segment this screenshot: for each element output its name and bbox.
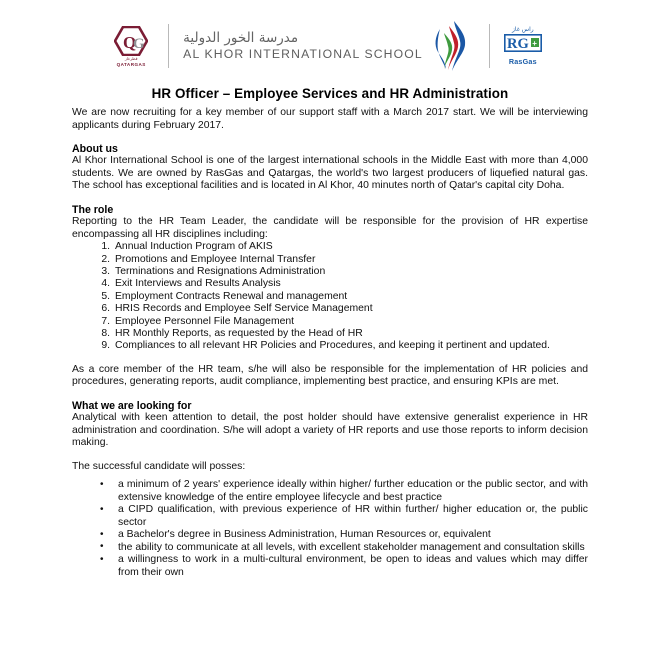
candidate-lead-in: The successful candidate will posses:	[72, 460, 246, 472]
list-item: Employee Personnel File Management	[115, 315, 295, 327]
about-us-paragraph: Al Khor International School is one of the largest international schools in the Middle East with more than 4,000 students. We are owned by RasGas and Qatargas, the world's two largest producers of liquefied natural gas. The school has exceptional facilities and is located in Al Khor, 40 minutes north of Qatar's capital city Doha.	[72, 155, 588, 192]
list-item: Promotions and Employee Internal Transfer	[115, 253, 316, 265]
duties-list	[72, 241, 588, 353]
svg-text:RG: RG	[506, 35, 529, 52]
intro-paragraph: We are now recruiting for a key member of our support staff with a March 2017 start. We will be interviewing applicants during February 2017.	[72, 107, 588, 131]
list-item: Terminations and Resignations Administration	[115, 265, 326, 277]
list-item: Compliances to all relevant HR Policies and Procedures, and keeping it pertinent and updated.	[115, 340, 550, 352]
rasgas-monogram-icon	[504, 34, 542, 57]
qatargas-hexagon-icon	[114, 26, 148, 56]
list-item: Employment Contracts Renewal and management	[115, 290, 348, 302]
logo-divider-2	[489, 24, 490, 68]
list-item: Exit Interviews and Results Analysis	[115, 278, 281, 290]
rasgas-logo	[504, 27, 542, 65]
rasgas-arabic-wordmark: راس غاز	[511, 25, 534, 33]
rasgas-wordmark: RasGas	[508, 56, 537, 66]
list-item: • a Bachelor's degree in Business Administration, Human Resources or, equivalent	[100, 529, 588, 542]
list-item: • a CIPD qualification, with previous experience of HR within further/ higher education or, the public sector	[100, 504, 588, 529]
core-member-paragraph: As a core member of the HR team, s/he will also be responsible for the implementation of HR policies and procedures, generating reports, audit compliance, implementing best practice, and ensuring KPIs are met.	[72, 363, 588, 388]
list-item: • the ability to communicate at all levels, with excellent stakeholder management and consultation skills	[100, 542, 588, 555]
what-we-are-looking-for-paragraph: Analytical with keen attention to detail, the post holder should have extensive generalist experience in HR administration and coordination. S/he will adopt a variety of HR reports and use those reports to inform decision making.	[72, 412, 588, 449]
al-khor-international-school-logo	[183, 31, 423, 60]
spacer	[72, 450, 588, 461]
requirements-list	[72, 479, 588, 579]
letterhead	[0, 0, 650, 78]
page-title: HR Officer – Employee Services and HR Administration	[151, 86, 509, 101]
qatargas-arabic-wordmark: قطرغاز	[124, 55, 138, 61]
svg-text:G: G	[133, 35, 145, 52]
school-arabic-name: مدرسة الخور الدولية	[183, 30, 299, 47]
svg-text:Q: Q	[123, 32, 137, 52]
section-heading-the-role: The role	[72, 203, 114, 216]
list-item: • a willingness to work in a multi-cultural environment, be open to ideas and values which may differ from their own	[100, 554, 588, 579]
list-item: HR Monthly Reports, as requested by the Head of HR	[115, 328, 363, 339]
the-role-paragraph: Reporting to the HR Team Leader, the candidate will be responsible for the provision of HR expertise encompassing all HR disciplines including:	[72, 215, 588, 240]
list-item: Annual Induction Program of AKIS	[115, 241, 273, 253]
flame-icon	[429, 19, 475, 73]
list-item: HRIS Records and Employee Self Service Management	[115, 303, 373, 315]
svg-text:+: +	[532, 38, 537, 48]
section-heading-what-we-are-looking-for: What we are looking for	[72, 400, 192, 412]
qatargas-logo	[108, 26, 154, 67]
spacer	[72, 353, 588, 364]
qatargas-wordmark: QATARGAS	[116, 61, 146, 67]
section-heading-about-us: About us	[72, 143, 118, 156]
school-english-name: AL KHOR INTERNATIONAL SCHOOL	[183, 46, 423, 61]
list-item: • a minimum of 2 years' experience ideally within higher/ further education or the public sector, and with extensive knowledge of the entire employee lifecycle and best practice	[100, 479, 588, 504]
job-advert-body	[0, 86, 650, 579]
logo-divider-1	[168, 24, 169, 68]
